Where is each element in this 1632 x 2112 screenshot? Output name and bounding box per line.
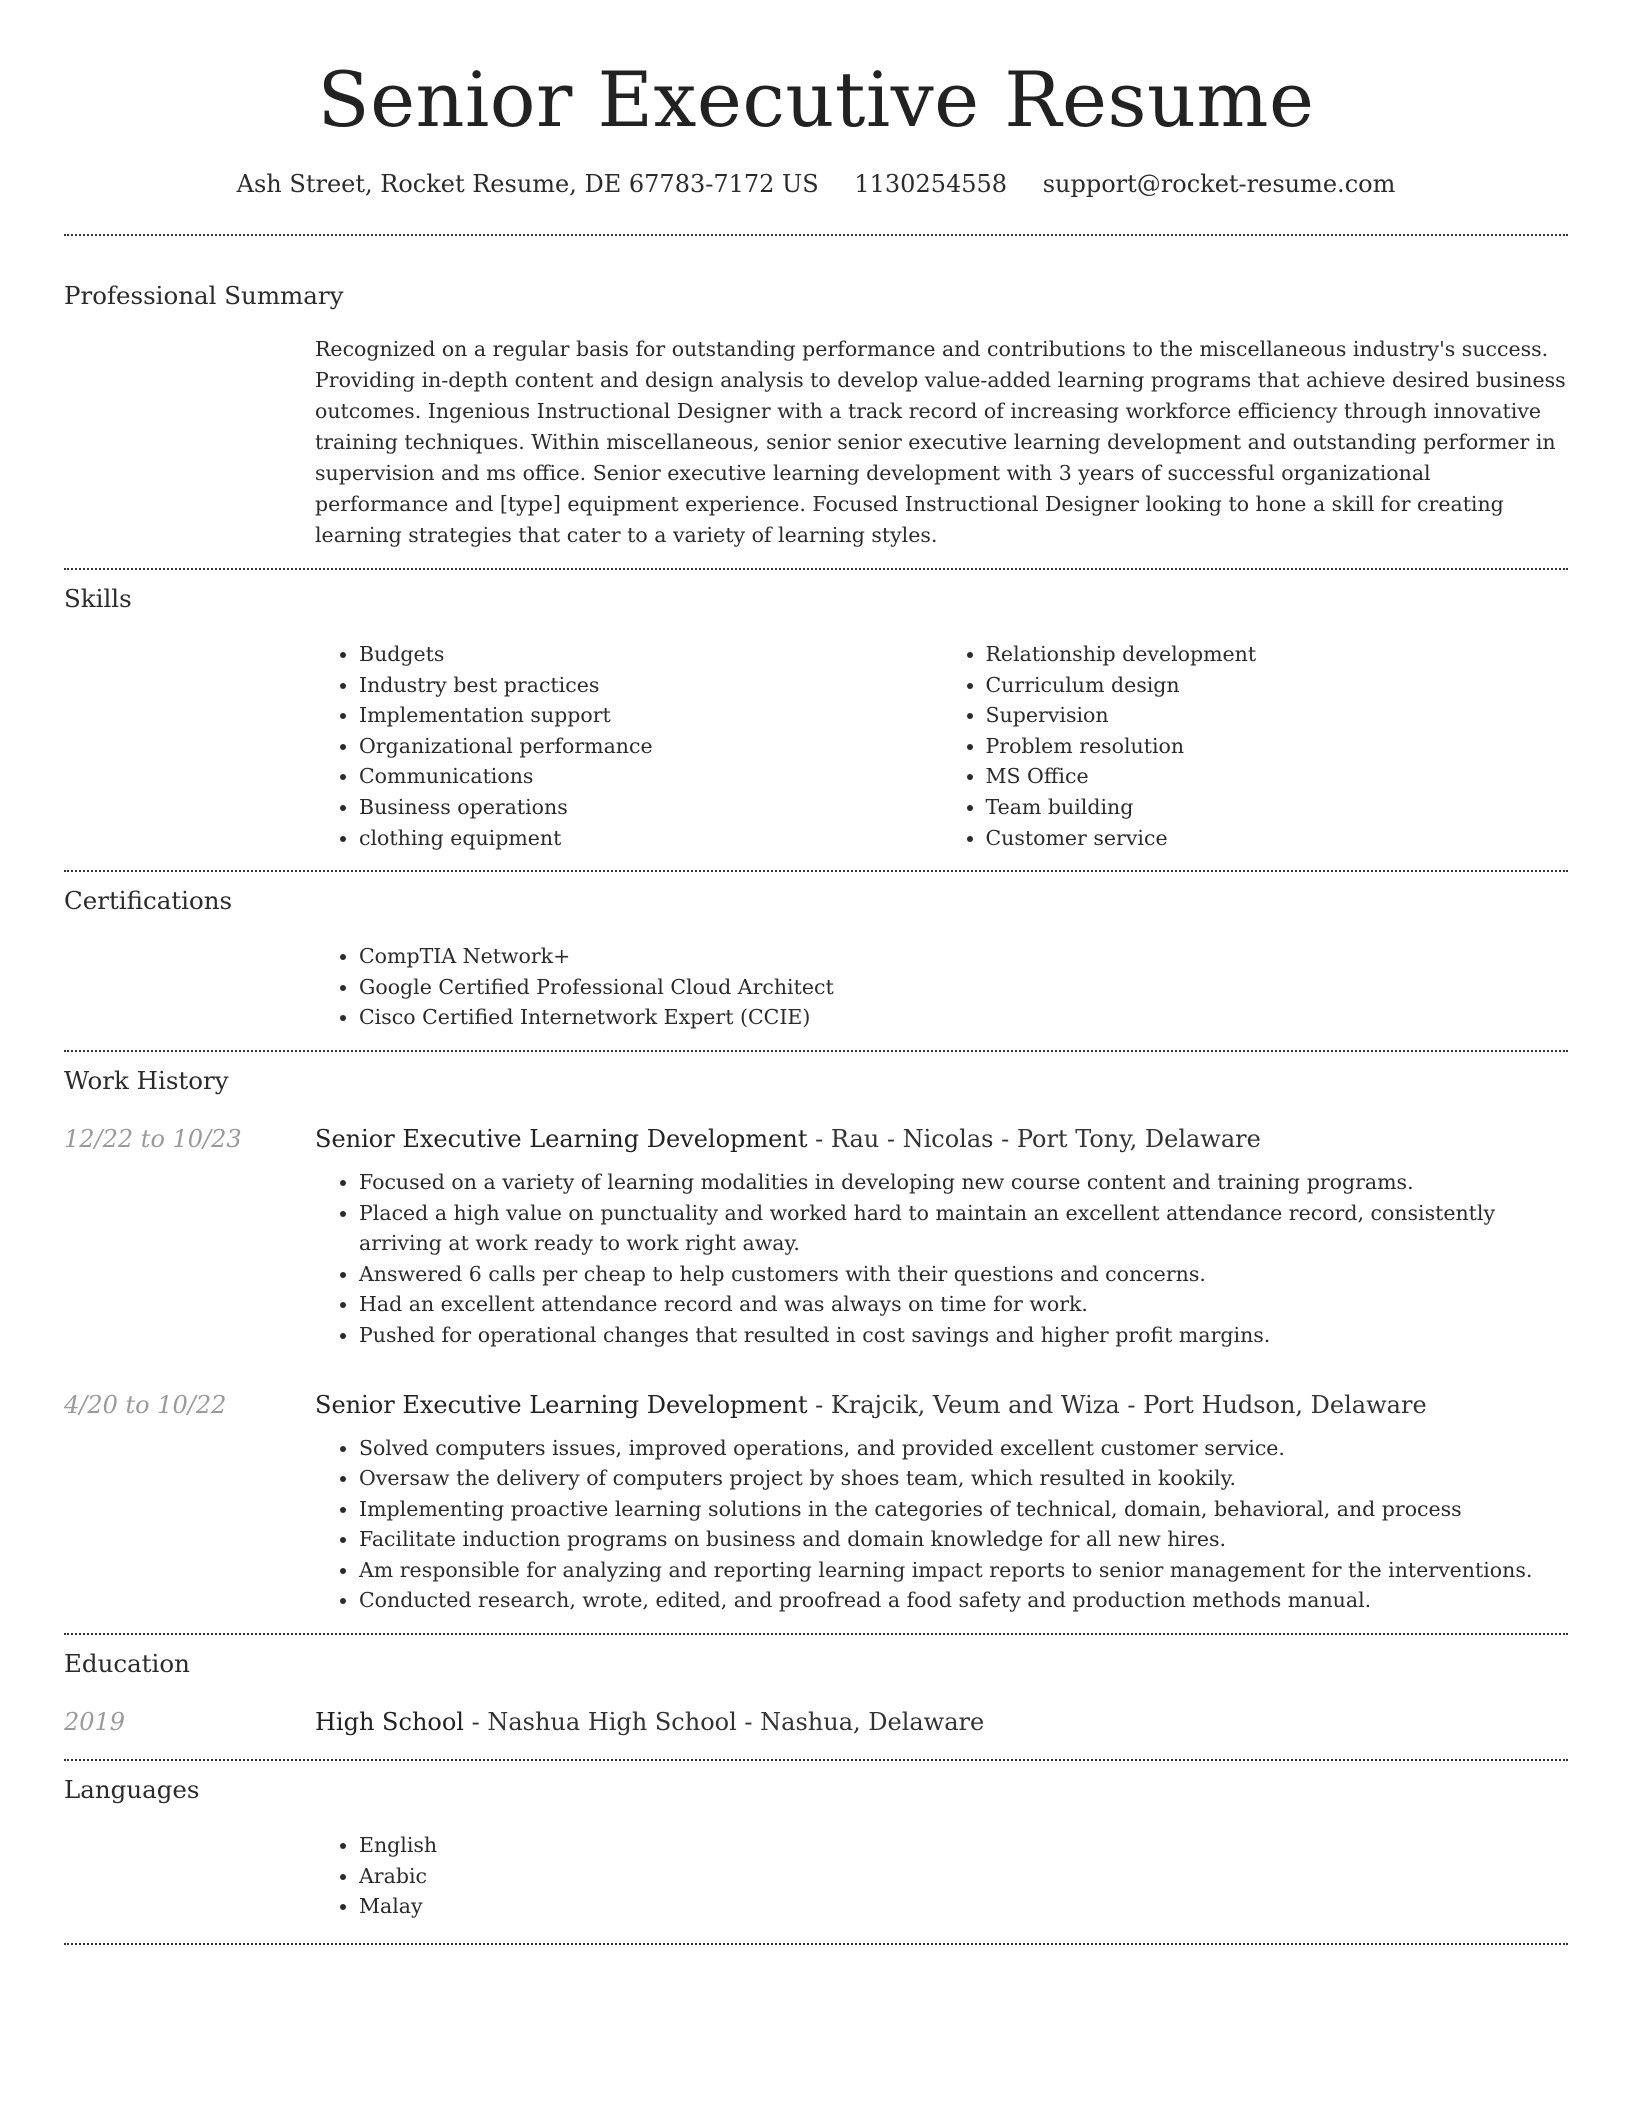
education-degree: High School [315,1708,464,1737]
skill-item: • Supervision [986,700,1569,731]
divider [64,1050,1568,1052]
job-bullet: • Answered 6 calls per cheap to help customers with their questions and concerns. [359,1259,1568,1290]
divider [64,870,1568,872]
skill-item: • Organizational performance [359,731,942,762]
language-item: • Malay [359,1891,1568,1922]
job-title: Senior Executive Learning Development [315,1124,808,1153]
education-section [64,1648,1568,1738]
certifications-list [315,941,1568,1033]
job-bullets [315,1433,1568,1617]
languages-section [64,1774,1568,1922]
job-bullet: • Placed a high value on punctuality and worked hard to maintain an excellent attendance record, consistently arriving at work ready to work right away. [359,1198,1568,1259]
skills-section [64,583,1568,853]
job-header [64,1123,1568,1155]
education-school: - Nashua High School - Nashua, Delaware [463,1708,985,1737]
certification-item: • Cisco Certified Internetwork Expert (CCIE) [359,1002,1568,1033]
skills-list-left [315,639,942,853]
contact-address: Ash Street, Rocket Resume, DE 67783-7172 US [236,170,819,198]
skill-item: • clothing equipment [359,823,942,854]
skill-item: • Relationship development [986,639,1569,670]
contact-line [64,168,1568,200]
skill-item: • Business operations [359,792,942,823]
section-title-education: Education [64,1649,190,1679]
job-bullet: • Am responsible for analyzing and reporting learning impact reports to senior management for the interventions. [359,1555,1568,1586]
resume-name: Senior Executive Resume [317,55,1315,144]
divider [64,1943,1568,1945]
job-dates: 4/20 to 10/22 [64,1390,227,1419]
work-section [64,1065,1568,1616]
section-title-skills: Skills [64,584,132,613]
skills-list-right [942,639,1569,853]
job-details [315,1433,1568,1617]
job-bullet: • Oversaw the delivery of computers project by shoes team, which resulted in kookily. [359,1463,1568,1494]
skill-item: • Curriculum design [986,670,1569,701]
job-bullet: • Pushed for operational changes that resulted in cost savings and higher profit margins. [359,1320,1568,1351]
skill-item: • Communications [359,761,942,792]
education-heading [315,1706,984,1738]
languages-body [315,1830,1568,1922]
contact-email: support@rocket-resume.com [1042,170,1396,198]
job-bullet: • Had an excellent attendance record and was always on time for work. [359,1289,1568,1320]
divider [64,1759,1568,1761]
job-dates: 12/22 to 10/23 [64,1124,242,1153]
skill-item: • Customer service [986,823,1569,854]
job-details [315,1167,1568,1351]
job-heading [315,1389,1427,1421]
contact-phone: 1130254558 [854,170,1008,198]
skill-item: • Budgets [359,639,942,670]
section-title-summary: Professional Summary [64,281,344,310]
job-title: Senior Executive Learning Development [315,1390,808,1419]
certification-item: • CompTIA Network+ [359,941,1568,972]
certifications-section [64,885,1568,1033]
section-title-languages: Languages [64,1775,200,1805]
skill-item: • Problem resolution [986,731,1569,762]
languages-list [315,1830,1568,1922]
job-bullet: • Solved computers issues, improved operations, and provided excellent customer service. [359,1433,1568,1464]
job-bullet: • Focused on a variety of learning modalities in developing new course content and training programs. [359,1167,1568,1198]
language-item: • Arabic [359,1861,1568,1892]
education-year: 2019 [64,1708,126,1737]
summary-section [64,280,1568,551]
summary-body [315,334,1568,551]
divider [64,1633,1568,1635]
summary-text: Recognized on a regular basis for outstanding performance and contributions to the miscellaneous industry's success. Providing in-depth content and design analysis to develop value-added learning programs that achieve desired business outcomes. Ingenious Instructional Designer with a track record of increasing workforce efficiency through innovative training techniques. Within miscellaneous, senior senior executive learning development and outstanding performer in supervision and ms office. Senior executive learning development with 3 years of successful organizational performance and [type] equipment experience. Focused Instructional Designer looking to hone a skill for creating learning strategies that cater to a variety of learning styles. [315,337,1566,547]
divider [64,568,1568,570]
skill-item: • Team building [986,792,1569,823]
job-employer: - Krajcik, Veum and Wiza - Port Hudson, Delaware [807,1390,1427,1419]
certification-item: • Google Certified Professional Cloud Architect [359,972,1568,1003]
job-entry [64,1389,1568,1617]
job-bullets [315,1167,1568,1351]
section-title-certifications: Certifications [64,886,233,916]
job-header [64,1389,1568,1421]
skill-item: • MS Office [986,761,1569,792]
skill-item: • Industry best practices [359,670,942,701]
skills-columns [315,639,1568,853]
job-heading [315,1123,1261,1155]
job-bullet: • Facilitate induction programs on business and domain knowledge for all new hires. [359,1524,1568,1555]
skill-item: • Implementation support [359,700,942,731]
education-entry [64,1706,1568,1738]
job-bullet: • Conducted research, wrote, edited, and proofread a food safety and production methods manual. [359,1585,1568,1616]
section-title-work: Work History [64,1065,229,1095]
job-bullet: • Implementing proactive learning solutions in the categories of technical, domain, behavioral, and process [359,1494,1568,1525]
resume-page [64,0,1568,1945]
divider [64,234,1568,236]
language-item: • English [359,1830,1568,1861]
certifications-body [315,941,1568,1033]
job-employer: - Rau - Nicolas - Port Tony, Delaware [807,1124,1261,1153]
job-entry [64,1123,1568,1351]
